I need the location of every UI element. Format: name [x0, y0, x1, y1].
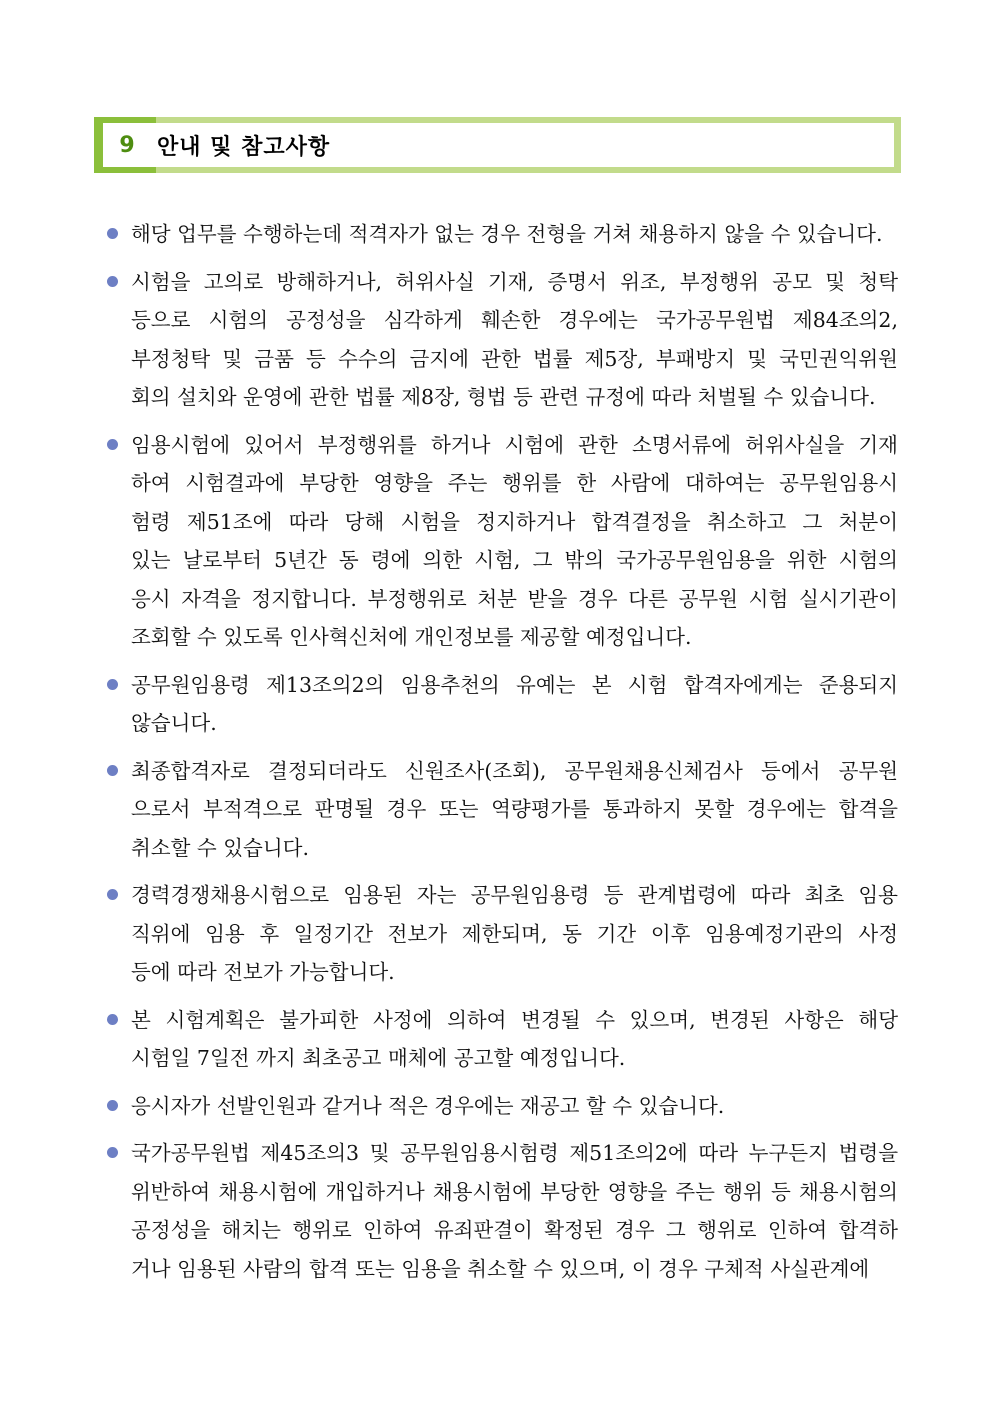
note-item	[104, 666, 898, 743]
note-line: 시험일 7일전 까지 최초공고 매체에 공고할 예정입니다.	[131, 1046, 626, 1070]
note-line: 험령 제51조에 따라 당해 시험을 정지하거나 합격결정을 취소하고 그 처분이	[131, 509, 898, 534]
note-line: 부정청탁 및 금품 등 수수의 금지에 관한 법률 제5장, 부패방지 및 국민권익위원	[131, 346, 898, 371]
note-item	[104, 215, 898, 254]
note-line: 해당 업무를 수행하는데 적격자가 없는 경우 전형을 거쳐 채용하지 않을 수 있습니다.	[131, 222, 883, 246]
bullet-icon	[107, 765, 118, 776]
notes-list	[104, 215, 898, 1297]
bullet-icon	[107, 1100, 118, 1111]
section-number: 9	[119, 132, 135, 158]
note-line: 거나 임용된 사람의 합격 또는 임용을 취소할 수 있으며, 이 경우 구체적 사실관계에	[131, 1256, 870, 1281]
note-line: 임용시험에 있어서 부정행위를 하거나 시험에 관한 소명서류에 허위사실을 기재	[131, 432, 898, 457]
note-line: 최종합격자로 결정되더라도 신원조사(조회), 공무원채용신체검사 등에서 공무원	[131, 758, 898, 783]
note-line: 공무원임용령 제13조의2의 임용추천의 유예는 본 시험 합격자에게는 준용되지	[131, 672, 898, 697]
note-line: 위반하여 채용시험에 개입하거나 채용시험에 부당한 영향을 주는 행위 등 채용시험의	[131, 1179, 898, 1204]
section-header	[94, 117, 901, 173]
note-line: 회의 설치와 운영에 관한 법률 제8장, 형법 등 관련 규정에 따라 처벌될 수 있습니다.	[131, 385, 876, 409]
note-line: 으로서 부적격으로 판명될 경우 또는 역량평가를 통과하지 못할 경우에는 합격을	[131, 797, 898, 821]
note-item	[104, 1087, 898, 1126]
bullet-icon	[107, 1147, 118, 1158]
note-line: 경력경쟁채용시험으로 임용된 자는 공무원임용령 등 관계법령에 따라 최초 임용	[131, 883, 898, 907]
note-item	[104, 752, 898, 868]
note-line: 조회할 수 있도록 인사혁신처에 개인정보를 제공할 예정입니다.	[131, 625, 692, 649]
note-item	[104, 1134, 898, 1288]
note-item	[104, 876, 898, 992]
bullet-icon	[107, 439, 118, 450]
bullet-icon	[107, 228, 118, 239]
note-line: 본 시험계획은 불가피한 사정에 의하여 변경될 수 있으며, 변경된 사항은 해당	[131, 1007, 898, 1032]
note-line: 하여 시험결과에 부당한 영향을 주는 행위를 한 사람에 대하여는 공무원임용시	[131, 471, 898, 495]
section-header-inner	[103, 123, 894, 167]
note-item	[104, 426, 898, 657]
note-line: 않습니다.	[131, 711, 217, 735]
note-line: 국가공무원법 제45조의3 및 공무원임용시험령 제51조의2에 따라 누구든지 법령을	[131, 1141, 898, 1165]
note-line: 등에 따라 전보가 가능합니다.	[131, 960, 395, 984]
note-line: 취소할 수 있습니다.	[131, 835, 309, 860]
bullet-icon	[107, 889, 118, 900]
note-line: 시험을 고의로 방해하거나, 허위사실 기재, 증명서 위조, 부정행위 공모 및 청탁	[131, 269, 898, 294]
note-line: 있는 날로부터 5년간 동 령에 의한 시험, 그 밖의 국가공무원임용을 위한 시험의	[131, 548, 898, 572]
note-item	[104, 263, 898, 417]
note-item	[104, 1001, 898, 1078]
bullet-icon	[107, 276, 118, 287]
bullet-icon	[107, 1014, 118, 1025]
note-line: 등으로 시험의 공정성을 심각하게 훼손한 경우에는 국가공무원법 제84조의2,	[131, 308, 898, 332]
bullet-icon	[107, 679, 118, 690]
note-line: 응시 자격을 정지합니다. 부정행위로 처분 받을 경우 다른 공무원 시험 실시기관이	[131, 586, 898, 611]
note-line: 응시자가 선발인원과 같거나 적은 경우에는 재공고 할 수 있습니다.	[131, 1093, 725, 1118]
note-line: 직위에 임용 후 일정기간 전보가 제한되며, 동 기간 이후 임용예정기관의 사정	[131, 921, 898, 946]
section-title: 안내 및 참고사항	[157, 134, 331, 160]
note-line: 공정성을 해치는 행위로 인하여 유죄판결이 확정된 경우 그 행위로 인하여 합격하	[131, 1218, 898, 1242]
